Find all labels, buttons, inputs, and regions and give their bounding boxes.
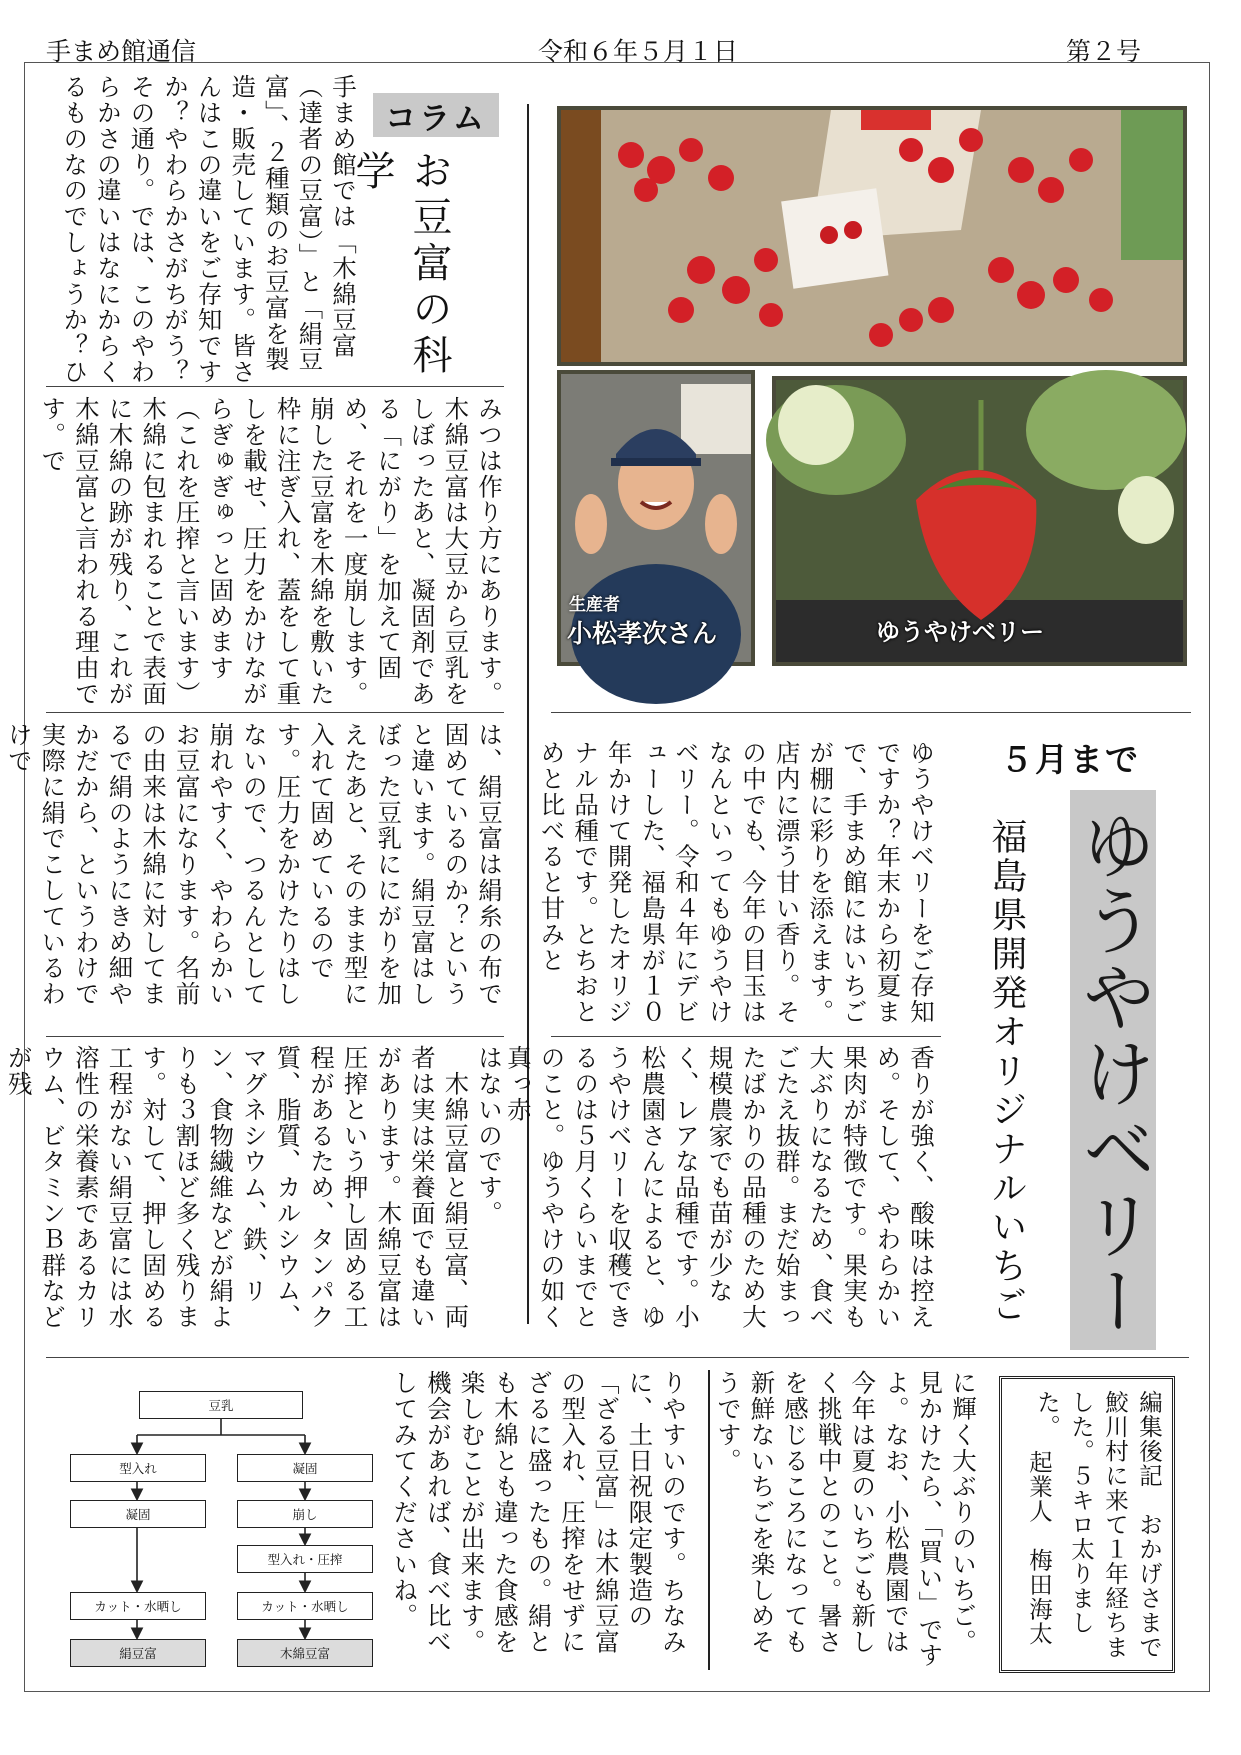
editor-signature: 起業人 梅田海太 bbox=[1025, 1450, 1053, 1646]
column-text-3: は、絹豆富は絹糸の布で固めているのか？というと違います。絹豆富はしぼった豆乳ににがりを加えたあと、そのまま型に入れて固めているのです。圧力をかけたりはしないので、つるんとして崩れやすく、やわらかいお豆富になります。名前の由来は木綿に対してまるで絹のようにきめ細やかだから、というわけで実際に絹でこしているわけで bbox=[4, 722, 504, 1007]
flow-cotton-step-4: カット・水晒し bbox=[237, 1592, 373, 1620]
strawberry-period: ５月まで bbox=[1000, 740, 1140, 779]
newsletter-name: 手まめ館通信 bbox=[46, 37, 197, 66]
flow-cotton-step-3: 型入れ・圧搾 bbox=[237, 1545, 373, 1573]
flow-cotton-step-2: 崩し bbox=[237, 1500, 373, 1528]
strawberry-text-2: 香りが強く、酸味は控えめ。そして、やわらかい果肉が特徴です。果実も大ぶりになるため、食べごたえ抜群。まだ始まったばかりの品種のため大規模農家でも苗が少なく、レアな品種です。小松農園さんによると、ゆうやけベリーを収穫できるのは５月くらいまでとのこと。ゆうやけの如く真っ赤 bbox=[503, 1045, 936, 1330]
column-title: お豆富の科学 bbox=[349, 150, 452, 380]
farmer-role-label: 生産者 bbox=[569, 595, 620, 615]
column-text-4: はないのです。 木綿豆富と絹豆富、両者は実は栄養面でも違いがあります。木綿豆富は圧搾という押し固める工程があるため、タンパク質、脂質、カルシウム、マグネシウム、鉄、リン、食物繊維などが絹よりも３割ほど多く残ります。対して、押し固める工程がない絹豆富には水溶性の栄養素であるカリウム、ビタミンＢ群などが残 bbox=[4, 1045, 504, 1330]
flow-soymilk: 豆乳 bbox=[139, 1391, 303, 1419]
issue-number: 第２号 bbox=[1066, 37, 1142, 66]
strawberry-subtitle: 福島県開発オリジナルいちご bbox=[986, 818, 1027, 1325]
issue-date: 令和６年５月１日 bbox=[538, 37, 739, 66]
column-text-5: りやすいのです。ちなみに、土日祝限定製造の「ざる豆富」は木綿豆富の型入れ、圧搾をせずにざるに盛ったもの。絹とも木綿とも違った食感を楽しむことが出来ます。機会があれば、食べ比べしてみてくださいね。 bbox=[390, 1370, 688, 1655]
column-text-1: 手まめ館では「木綿豆富（達者の豆富）」と「絹豆富」、２種類のお豆富を製造・販売しています。皆さんはこの違いをご存知ですか？やわらかさがちがう？その通り。では、このやわらかさの違いはなにからくるものなのでしょうか？ひ bbox=[60, 74, 358, 385]
column-text-2: みつは作り方にあります。木綿豆富は大豆から豆乳をしぼったあと、凝固剤である「にがり」を加えて固め、それを一度崩します。崩した豆富を木綿を敷いた枠に注ぎ入れ、蓋をして重しを載せ、圧力をかけながらぎゅぎゅっと固めます（これを圧搾と言います）木綿に包まれることで表面に木綿の跡が残り、これが木綿豆富と言われる理由です。で bbox=[38, 396, 504, 707]
flow-silk-step-2: 凝固 bbox=[70, 1500, 206, 1528]
strawberry-text-1: ゆうやけベリーをご存知ですか？年末から初夏まで、手まめ館にはいちごが棚に彩りを添えます。店内に漂う甘い香り。その中でも、今年の目玉はなんといってもゆうやけベリー。令和４年にデビューした、福島県が１０年かけて開発したオリジナル品種です。とちおとめと比べると甘みと bbox=[537, 740, 936, 1025]
editor-note-text: 編集後記 おかげさまで鮫川村に来て１年経ちました。５キロ太りました。 bbox=[1033, 1390, 1163, 1660]
flow-cotton-result: 木綿豆富 bbox=[237, 1639, 373, 1667]
flow-silk-step-1: 型入れ bbox=[70, 1454, 206, 1482]
flow-silk-step-3: カット・水晒し bbox=[70, 1592, 206, 1620]
strawberry-title: ゆうやけベリー bbox=[1070, 806, 1156, 1339]
column-badge: コラム bbox=[373, 93, 499, 137]
flow-cotton-step-1: 凝固 bbox=[237, 1454, 373, 1482]
photo-caption: ゆうやけベリー bbox=[876, 618, 1044, 646]
farmer-name-label: 小松孝次さん bbox=[567, 619, 718, 648]
strawberry-text-3: に輝く大ぶりのいちご。見かけたら、「買い」ですよ。なお、小松農園では今年は夏のいちごも新しく挑戦中とのこと。暑さを感じるころになっても新鮮ないちごを楽しめそうです。 bbox=[713, 1370, 978, 1669]
flow-silk-result: 絹豆富 bbox=[70, 1639, 206, 1667]
